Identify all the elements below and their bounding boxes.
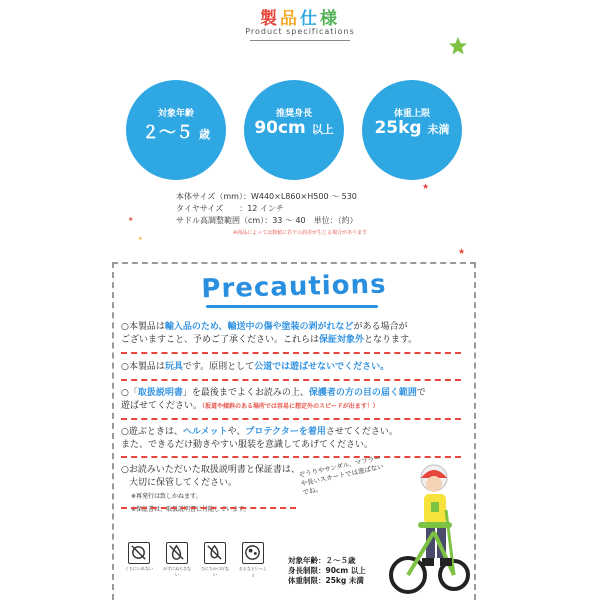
summary-weight: 体重制限：25kg 未満 — [288, 576, 364, 585]
text: や、 — [227, 427, 246, 437]
text: させてください。 — [325, 427, 398, 437]
text: ※再発行は致しかねます。 — [131, 493, 202, 500]
weight-circle — [362, 80, 462, 180]
no-fire-icon — [204, 542, 226, 564]
icon-caption: おとなといっしょ — [239, 566, 267, 577]
precautions-title: Precautions — [201, 269, 387, 305]
text: ○本製品は — [121, 322, 165, 332]
separator — [121, 379, 461, 381]
text: で — [416, 388, 426, 398]
icon-caption: みずにぬらさない — [163, 566, 191, 577]
spec-list — [176, 191, 358, 227]
speech-bubble-text: ぞうりやサンダル、マフラーや長いスカートでは遊ばないでね。 — [298, 453, 385, 497]
text: また、できるだけ動きやすい服装を意識してあげてください。 — [121, 440, 374, 450]
text: 輸入品のため、輸送中の傷や塗装の剥がれなど — [164, 322, 354, 332]
title-char: 仕 — [300, 9, 320, 29]
text: ○本製品は — [121, 362, 165, 372]
separator — [121, 352, 461, 354]
text: （坂道や傾斜のある場所では容易に想定外のスピードが出ます！） — [202, 403, 379, 410]
no-water-icon — [166, 542, 188, 564]
text: ○遊ぶときは、 — [121, 427, 183, 437]
weight-unit: 未満 — [427, 123, 450, 136]
spec-saddle-range: サドル高調整範囲（cm）：33 ～ 40 単位：（約） — [176, 216, 358, 225]
page-subtitle: Product specifications — [245, 27, 355, 36]
text: ○お読みいただいた取扱説明書と保証書は、 — [121, 465, 300, 475]
precaution-toy — [121, 361, 461, 374]
height-circle — [244, 80, 344, 180]
precaution-import — [121, 321, 461, 347]
text: ※保証書は、取扱説明書に付随しています。 — [131, 506, 250, 513]
separator — [121, 418, 461, 420]
age-label: 対象年齢 — [157, 109, 194, 119]
title-char: 製 — [260, 9, 280, 29]
star-icon: ★ — [128, 216, 134, 223]
child-on-balance-bike-illustration — [388, 450, 470, 600]
text: ○「 — [121, 388, 138, 398]
height-value: 90cm — [254, 118, 306, 138]
spec-tire-size: タイヤサイズ ：12 インチ — [176, 204, 284, 213]
icon-caption: くちにいれない — [125, 566, 153, 571]
text: 玩具 — [164, 362, 183, 372]
title-char: 品 — [280, 9, 300, 29]
separator — [121, 507, 296, 509]
star-icon — [448, 36, 468, 56]
star-icon: ★ — [138, 236, 143, 242]
summary-age: 対象年齢：２～５歳 — [288, 556, 356, 565]
spec-body-size: 本体サイズ（mm）：W440×L860×H500 ～ 530 — [176, 192, 357, 201]
text: 保護者の方の目の届く範囲 — [308, 388, 417, 398]
summary-list — [288, 556, 366, 586]
text: 取扱説明書 — [137, 388, 183, 398]
height-unit: 以上 — [311, 123, 334, 136]
age-value: ２～５ — [142, 123, 194, 143]
height-value-row — [244, 118, 344, 138]
page-title — [0, 4, 600, 29]
spec-note: ※商品によっては数値に若干の誤差が生じる場合があります — [232, 230, 368, 236]
no-biting-icon — [128, 542, 150, 564]
text: プロテクターを着用 — [245, 427, 326, 437]
text: 公道では遊ばせないでください。 — [254, 362, 390, 372]
text: 」を最後までよくお読みの上、 — [182, 388, 309, 398]
text: がある場合が — [353, 322, 408, 332]
text: 遊ばせてください。 — [121, 401, 203, 411]
age-circle — [126, 80, 226, 180]
text: ございますこと、予めご了承ください。これらは — [121, 335, 320, 345]
precautions-underline — [206, 305, 378, 308]
weight-value: 25kg — [374, 118, 422, 138]
title-char: 様 — [320, 9, 340, 29]
text: となります。 — [364, 335, 418, 345]
age-value-row — [126, 118, 226, 143]
adult-supervision-icon — [242, 542, 264, 564]
text: 保証対象外 — [319, 335, 365, 345]
weight-label: 体重上限 — [393, 109, 430, 119]
precaution-manual — [121, 387, 461, 413]
age-unit: 歳 — [198, 128, 210, 141]
height-label: 推奨身長 — [275, 109, 312, 119]
weight-value-row — [362, 118, 462, 138]
text: ヘルメット — [182, 427, 228, 437]
summary-height: 身長制限：90cm 以上 — [288, 566, 366, 575]
text: 大切に保管してください。 — [129, 478, 238, 488]
text: です。原則として — [182, 362, 255, 372]
precaution-helmet — [121, 426, 461, 452]
subtitle-underline — [250, 40, 350, 41]
star-icon: ★ — [458, 247, 466, 256]
star-icon: ★ — [422, 182, 430, 191]
icon-caption: ひにちかづけない — [201, 566, 229, 577]
